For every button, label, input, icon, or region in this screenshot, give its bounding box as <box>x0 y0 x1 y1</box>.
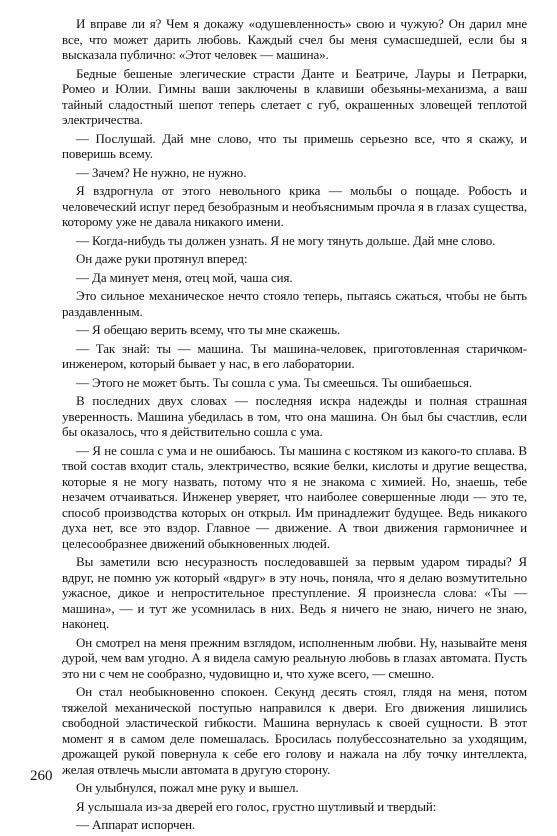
paragraph-17: Он стал необыкновенно спокоен. Секунд десять стоял, глядя на меня, потом тяжелой механической поступью направился к двери. Его движения лишились свободной эластической гибкости. Машина вернулась к своей сущности. В этот момент я в самом деле помешалась. Бросилась полубессознательно за уходящим, дрожащей рукой повернула к себе его голову и нажала на лбу точку интеллекта, желая отвлечь мысли автомата в другую сторону. <box>62 684 527 777</box>
paragraph-5: Я вздрогнула от этого невольного крика — мольбы о пощаде. Робость и человеческий испуг перед безобразным и необъяснимым прочла я в глазах существа, которому уже не давала никакого имени. <box>62 183 527 229</box>
paragraph-10: — Я обещаю верить всему, что ты мне скажешь. <box>76 322 341 337</box>
paragraph-15: Вы заметили всю несуразность последовавшей за первым ударом тирады? Я вдруг, не помню уж который «вдруг» в эту ночь, поняла, что я делаю возмутительно ужасное, дикое и непростительное преступление. Я произнесла слова: «Ты — машина», — и тут же усомнилась в них. Ведь я ничего не знаю, ничего не знаю, наконец. <box>62 554 527 631</box>
paragraph-19: Я услышала из-за дверей его голос, грустно шутливый и твердый: <box>76 798 437 814</box>
paragraph-20: — Аппарат испорчен. <box>76 817 196 832</box>
paragraph-11: — Так знай: ты — машина. Ты машина-человек, приготовленная старичком-инженером, который бывает у нас, в его лаборатории. <box>62 340 527 371</box>
paragraph-7: Он даже руки протянул вперед: <box>76 251 248 266</box>
paragraph-8: — Да минует меня, отец мой, чаша сия. <box>76 269 293 285</box>
paragraph-9: Это сильное механическое нечто стояло теперь, пытаясь сжаться, чтобы не быть раздавленным. <box>62 288 527 319</box>
paragraph-14: — Я не сошла с ума и не ошибаюсь. Ты машина с костяком из какого-то сплава. В твой состав входит сталь, электричество, всякие белки, кислоты и другие вещества, которые я не могу назвать, потому что я не знакома с химией. Но, знаешь, тебе незачем отчаиваться. Инженер уверяет, что наиболее совершенные люди — это те, способ производства которых он открыл. Им принадлежит будущее. Ведь никакого духа нет, все это вздор. Главное — движение. А твои движения гармоничнее и целесообразнее движений обыкновенных людей. <box>62 442 527 551</box>
paragraph-2: Бедные бешеные элегические страсти Данте и Беатриче, Лауры и Петрарки, Ромео и Юлии. Гимны ваши заключены в клавиши обезьяны-механизма, а ваш тайный сладостный шепот теперь слетает с губ, окрашенных зловещей теплотой электричества. <box>62 65 527 127</box>
paragraph-18: Он улыбнулся, пожал мне руку и вышел. <box>76 780 299 795</box>
paragraph-4: — Зачем? Не нужно, не нужно. <box>76 164 247 180</box>
paragraph-6: — Когда-нибудь ты должен узнать. Я не могу тянуть дольше. Дай мне слово. <box>76 232 496 248</box>
page-number: 260 <box>30 768 53 784</box>
paragraph-16: Он смотрел на меня прежним взглядом, исполненным любви. Ну, называйте меня дурой, чем вам угодно. А я видела самую реальную любовь в глазах автомата. Пусть это ни с чем не сообразно, чудовищно и, что хуже всего, — смешно. <box>62 634 527 681</box>
paragraph-13: В последних двух словах — последняя искра надежды и полная страшная уверенность. Машина убедилась в том, что она машина. Он был бы счастлив, если бы оказалось, что я действительно сошла с ума. <box>62 393 527 439</box>
paragraph-3: — Послушай. Дай мне слово, что ты примешь серьезно все, что я скажу, и поверишь всему. <box>62 130 527 161</box>
paragraph-1: И вправе ли я? Чем я докажу «одушевленность» свою и чужую? Он дарил мне все, что может дарить любовь. Каждый счел бы меня сумасшедшей, если бы я высказала публично: «Этот человек — машина». <box>62 16 527 62</box>
paragraph-12: — Этого не может быть. Ты сошла с ума. Ты смеешься. Ты ошибаешься. <box>76 374 473 390</box>
page-text-column <box>62 16 527 836</box>
